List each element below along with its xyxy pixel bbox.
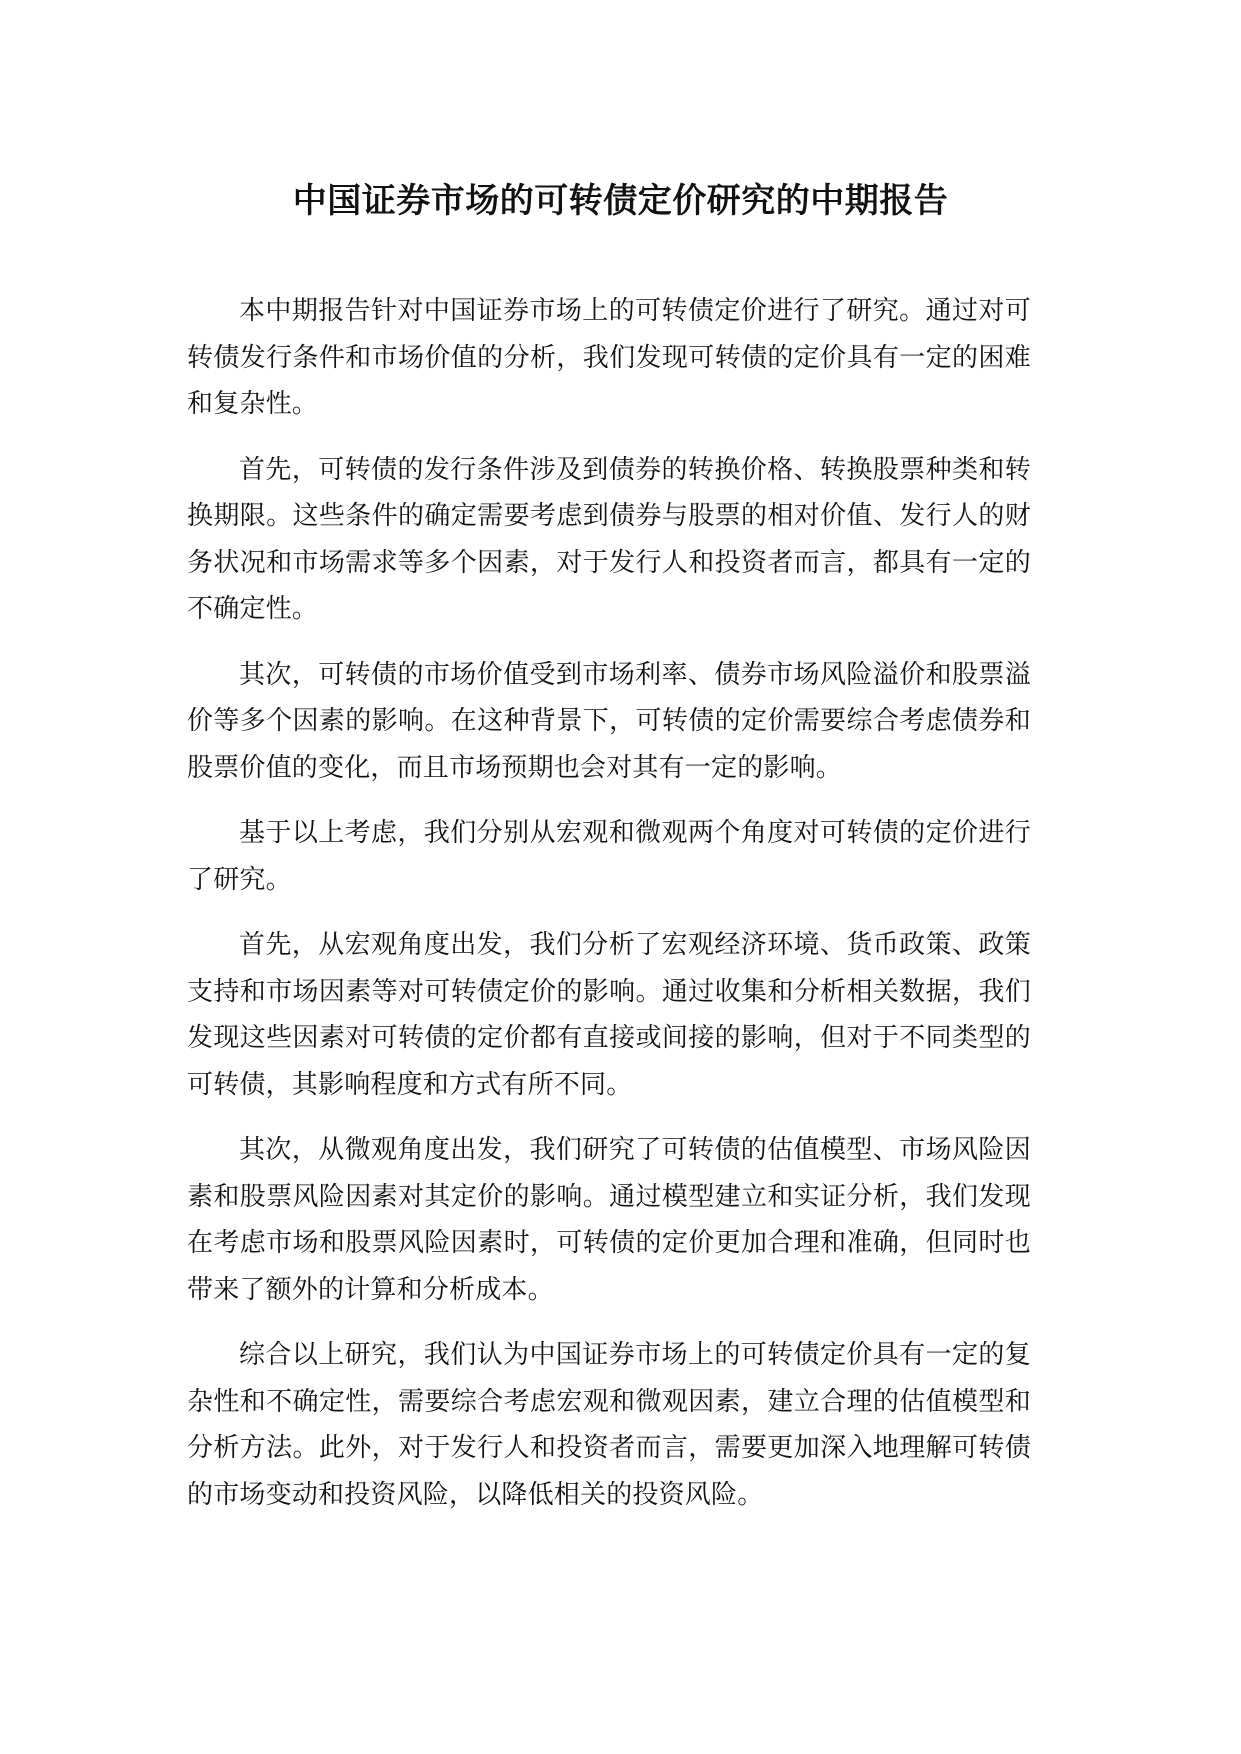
paragraph-issuance-terms: 首先，可转债的发行条件涉及到债券的转换价格、转换股票种类和转换期限。这些条件的确定需要考虑到债券与股票的相对价值、发行人的财务状况和市场需求等多个因素，对于发行人和投资者而言，都具有一定的不确定性。 xyxy=(187,454,1031,624)
document-title: 中国证券市场的可转债定价研究的中期报告 xyxy=(292,181,949,221)
paragraph-intro: 本中期报告针对中国证券市场上的可转债定价进行了研究。通过对可转债发行条件和市场价值的分析，我们发现可转债的定价具有一定的困难和复杂性。 xyxy=(187,296,1031,419)
paragraph-micro-analysis: 其次，从微观角度出发，我们研究了可转债的估值模型、市场风险因素和股票风险因素对其定价的影响。通过模型建立和实证分析，我们发现在考虑市场和股票风险因素时，可转债的定价更加合理和准确，但同时也带来了额外的计算和分析成本。 xyxy=(187,1135,1031,1305)
paragraph-conclusion: 综合以上研究，我们认为中国证券市场上的可转债定价具有一定的复杂性和不确定性，需要综合考虑宏观和微观因素，建立合理的估值模型和分析方法。此外，对于发行人和投资者而言，需要更加深入地理解可转债的市场变动和投资风险，以降低相关的投资风险。 xyxy=(187,1340,1031,1510)
paragraph-research-approach: 基于以上考虑，我们分别从宏观和微观两个角度对可转债的定价进行了研究。 xyxy=(187,818,1031,895)
document-body xyxy=(187,288,1031,1537)
paragraph-market-value: 其次，可转债的市场价值受到市场利率、债券市场风险溢价和股票溢价等多个因素的影响。在这种背景下，可转债的定价需要综合考虑债券和股票价值的变化，而且市场预期也会对其有一定的影响。 xyxy=(187,659,1031,783)
paragraph-macro-analysis: 首先，从宏观角度出发，我们分析了宏观经济环境、货币政策、政策支持和市场因素等对可转债定价的影响。通过收集和分析相关数据，我们发现这些因素对可转债的定价都有直接或间接的影响，但对于不同类型的可转债，其影响程度和方式有所不同。 xyxy=(187,930,1031,1100)
